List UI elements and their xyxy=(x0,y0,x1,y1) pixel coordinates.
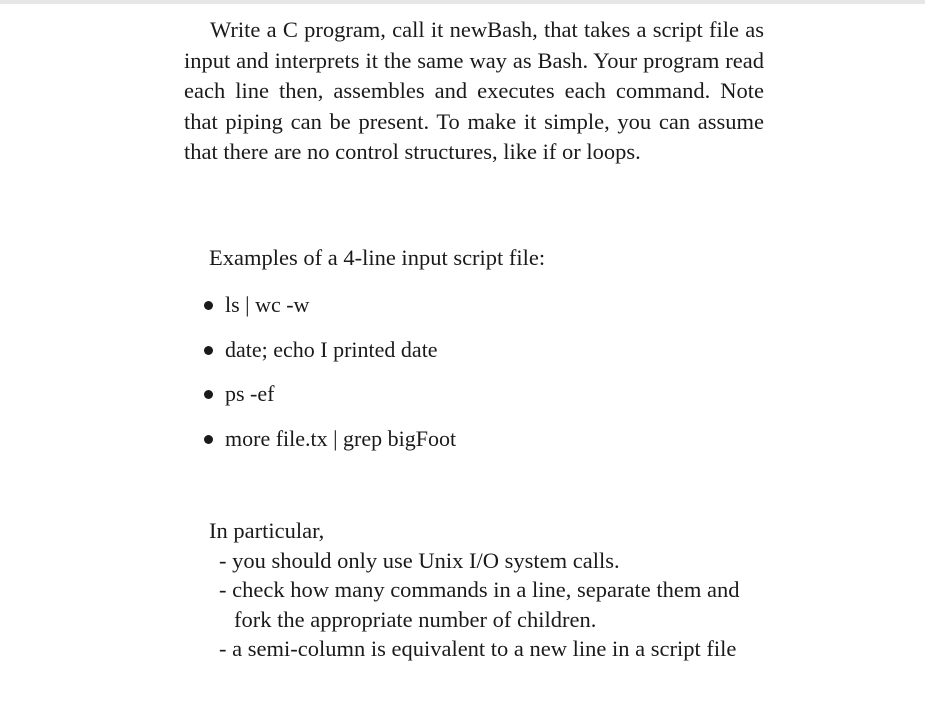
bullet-icon xyxy=(204,301,213,310)
notes-intro: In particular, xyxy=(209,518,325,543)
bullet-icon xyxy=(204,390,213,399)
assignment-description: Write a C program, call it newBash, that takes a script file as input and interprets it the same way as Bash. Your program read each line then, assembles and executes each command. Note that piping can be present. To make it simple, you can assume that there are no control structures, like if or loops. xyxy=(184,17,764,164)
example-command: more file.tx | grep bigFoot xyxy=(225,425,457,451)
note-item: - you should only use Unix I/O system calls. xyxy=(219,547,620,573)
note-item: - check how many commands in a line, separate them and fork the appropriate number of children. xyxy=(219,577,740,632)
example-command: ls | wc -w xyxy=(225,292,310,317)
note-item: - a semi-column is equivalent to a new line in a script file xyxy=(219,636,737,661)
list-item xyxy=(204,290,456,335)
examples-heading: Examples of a 4-line input script file: xyxy=(209,245,546,270)
notes-section xyxy=(209,516,769,664)
list-item xyxy=(204,335,456,380)
bullet-icon xyxy=(204,435,213,444)
examples-list xyxy=(204,290,456,468)
list-item xyxy=(204,424,456,469)
bullet-icon xyxy=(204,346,213,355)
example-command: date; echo I printed date xyxy=(225,336,438,362)
example-command: ps -ef xyxy=(225,381,275,406)
list-item xyxy=(204,379,456,424)
